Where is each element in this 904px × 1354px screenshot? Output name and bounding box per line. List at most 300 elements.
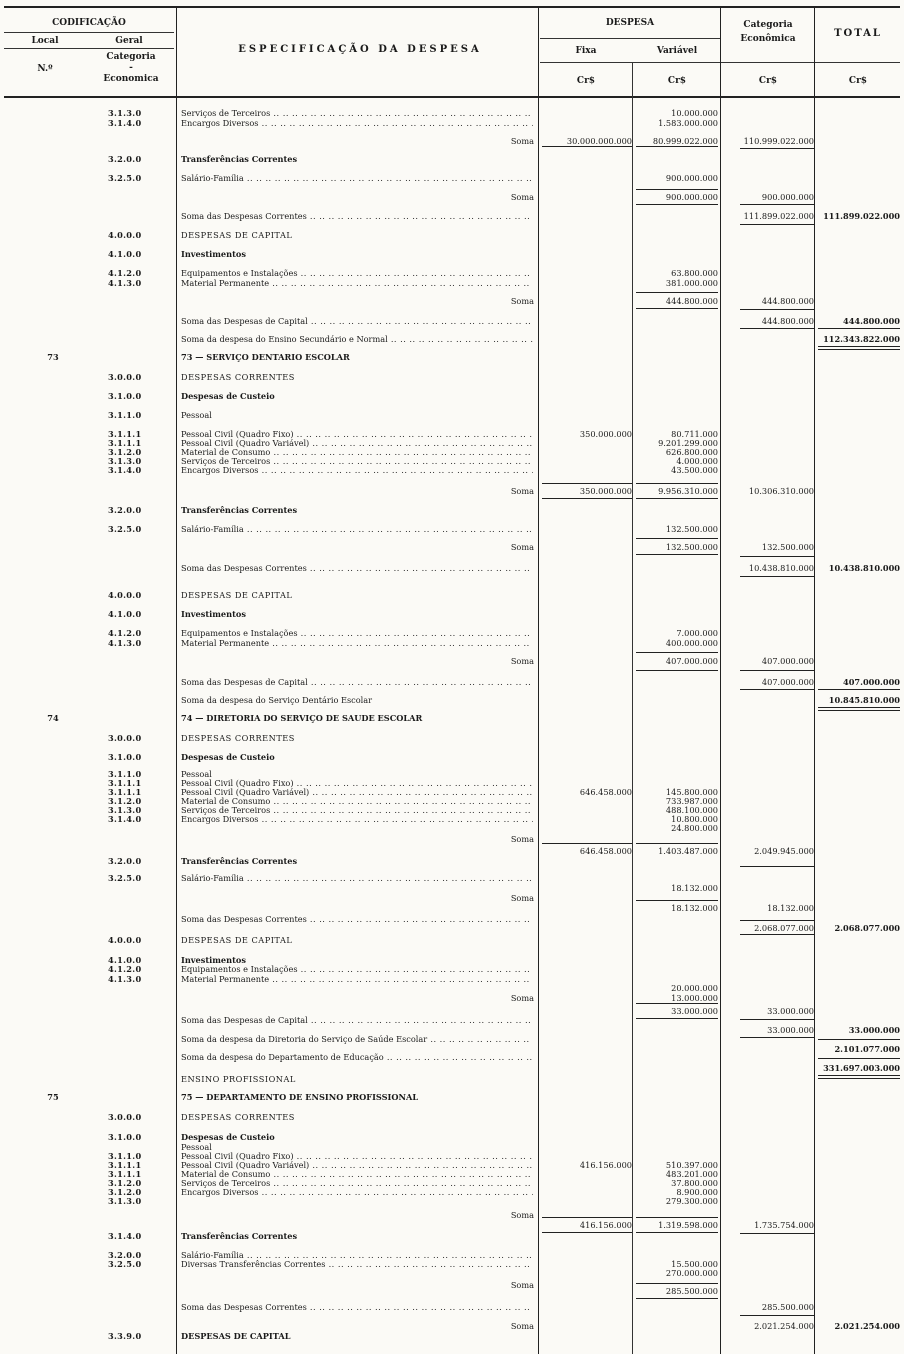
table-row: [0, 211, 904, 221]
economic-category-code: 3.1.4.0: [108, 118, 142, 128]
expense-description: 73 — SERVIÇO DENTARIO ESCOLAR: [181, 352, 350, 362]
table-row: [0, 352, 904, 362]
fixed-expense-value: 416.156.000: [579, 1160, 632, 1170]
table-row: [0, 923, 904, 933]
variable-expense-value: 285.500.000: [665, 1286, 718, 1296]
total-value: 2.021.254.000: [834, 1321, 900, 1331]
local-number: 74: [47, 713, 59, 723]
expense-description: Soma das Despesas Correntes .. ..: [181, 914, 533, 924]
rule: [740, 328, 814, 329]
expense-description: Soma da despesa do Serviço Dentário Escolar: [181, 695, 373, 705]
expense-description: Soma da despesa do Departamento de Educação .. ..: [181, 1052, 533, 1062]
rule: [740, 920, 814, 921]
variable-expense-value: 18.132.000: [671, 903, 718, 913]
variable-expense-value: 733.987.000: [665, 796, 718, 806]
header-cr-variavel: Cr$: [667, 76, 687, 86]
fixed-expense-value: 350.000.000: [579, 486, 632, 496]
local-number: 75: [47, 1092, 59, 1102]
expense-description: Pessoal Civil (Quadro Fixo) .. ..: [181, 429, 533, 439]
economic-category-code: 3.0.0.0: [108, 733, 142, 743]
economic-category-code: 4.1.0.0: [108, 249, 142, 259]
economic-category-value: 1.735.754.000: [754, 1220, 814, 1230]
table-row: [0, 856, 904, 866]
header-rule-despesa: [540, 38, 720, 39]
rule: [636, 1232, 718, 1233]
expense-description: Despesas de Custeio: [181, 752, 275, 762]
rule: [636, 498, 718, 499]
economic-category-value: 2.068.077.000: [754, 923, 814, 933]
total-value: 2.101.077.000: [834, 1044, 900, 1054]
header-especificacao: ESPECIFICAÇÃO DA DESPESA: [238, 44, 482, 55]
table-row: [0, 1092, 904, 1102]
expense-description: Investimentos: [181, 955, 246, 965]
table-row: [0, 136, 904, 146]
expense-description: Soma da despesa da Diretoria do Serviço de Saúde Escolar .. ..: [181, 1034, 533, 1044]
expense-description: Pessoal Civil (Quadro Variável) .. ..: [181, 438, 533, 448]
table-row: [0, 316, 904, 326]
rule: [636, 483, 718, 484]
table-row: [0, 609, 904, 619]
rule: [636, 1018, 718, 1019]
economic-category-code: 3.1.2.0: [108, 447, 142, 457]
economic-category-code: 3.1.1.0: [108, 1151, 142, 1161]
expense-description: Salário-Família .. ..: [181, 873, 533, 883]
variable-expense-value: 7.000.000: [676, 628, 718, 638]
rule: [636, 900, 718, 901]
economic-category-value: 33.000.000: [767, 1006, 814, 1016]
expense-description: Pessoal: [181, 1142, 212, 1152]
variable-expense-value: 381.000.000: [665, 278, 718, 288]
economic-category-code: 3.2.0.0: [108, 505, 142, 515]
expense-description: Serviços de Terceiros .. ..: [181, 108, 533, 118]
expense-description: Investimentos: [181, 609, 246, 619]
variable-expense-value: 18.132.000: [671, 883, 718, 893]
variable-expense-value: 444.800.000: [665, 296, 718, 306]
header-cr-econ: Cr$: [758, 76, 778, 86]
total-value: 444.800.000: [843, 316, 900, 326]
rule: [636, 652, 718, 653]
table-row: [0, 1302, 904, 1312]
variable-expense-value: 63.800.000: [671, 268, 718, 278]
expense-description: Encargos Diversos .. ..: [181, 465, 533, 475]
table-row: [0, 834, 904, 844]
table-row: [0, 1015, 904, 1025]
expense-description: Encargos Diversos .. ..: [181, 1187, 533, 1197]
expense-description: Transferências Correntes: [181, 856, 298, 866]
fixed-expense-value: 646.458.000: [579, 846, 632, 856]
table-row: [0, 677, 904, 687]
variable-expense-value: 488.100.000: [665, 805, 718, 815]
economic-category-code: 4.0.0.0: [108, 935, 142, 945]
rule: [636, 146, 718, 147]
variable-expense-value: 8.900.000: [676, 1187, 718, 1197]
table-row: [0, 1196, 904, 1206]
expense-description: Diversas Transferências Correntes .. ..: [181, 1259, 533, 1269]
variable-expense-value: 24.800.000: [671, 823, 718, 833]
table-row: [0, 173, 904, 183]
economic-category-code: 3.3.9.0: [108, 1331, 142, 1341]
economic-category-code: 3.0.0.0: [108, 1112, 142, 1122]
soma-label: Soma: [510, 136, 534, 146]
soma-label: Soma: [510, 893, 534, 903]
expense-description: Material Permanente .. ..: [181, 974, 533, 984]
economic-category-code: 4.1.2.0: [108, 268, 142, 278]
double-rule: [818, 346, 900, 350]
economic-category-value: 444.800.000: [761, 316, 814, 326]
economic-category-code: 3.1.3.0: [108, 805, 142, 815]
total-value: 112.343.822.000: [823, 334, 900, 344]
variable-expense-value: 33.000.000: [671, 1006, 718, 1016]
rule: [542, 146, 632, 147]
expense-description: Material Permanente .. ..: [181, 278, 533, 288]
table-row: [0, 993, 904, 1003]
table-row: [0, 192, 904, 202]
soma-label: Soma: [510, 1321, 534, 1331]
table-row: [0, 713, 904, 723]
variable-expense-value: 13.000.000: [671, 993, 718, 1003]
economic-category-code: 3.1.4.0: [108, 465, 142, 475]
header-cr-total: Cr$: [848, 76, 868, 86]
rule: [740, 576, 814, 577]
expense-description: Material de Consumo .. ..: [181, 1169, 533, 1179]
table-row: [0, 1321, 904, 1331]
economic-category-code: 4.1.3.0: [108, 278, 142, 288]
variable-expense-value: 43.500.000: [671, 465, 718, 475]
total-value: 111.899.022.000: [823, 211, 900, 221]
variable-expense-value: 145.800.000: [665, 787, 718, 797]
economic-category-code: 3.1.1.1: [108, 438, 142, 448]
table-row: [0, 296, 904, 306]
expense-description: Encargos Diversos .. ..: [181, 814, 533, 824]
variable-expense-value: 10.000.000: [671, 108, 718, 118]
variable-expense-value: 9.956.310.000: [658, 486, 718, 496]
expense-description: Soma das Despesas Correntes .. ..: [181, 563, 533, 573]
economic-category-code: 3.1.2.0: [108, 796, 142, 806]
soma-label: Soma: [510, 192, 534, 202]
economic-category-code: 3.1.3.0: [108, 1196, 142, 1206]
variable-expense-value: 37.800.000: [671, 1178, 718, 1188]
table-row: [0, 628, 904, 638]
fixed-expense-value: 646.458.000: [579, 787, 632, 797]
rule: [636, 189, 718, 190]
expense-description: DESPESAS CORRENTES: [181, 372, 295, 382]
economic-category-code: 3.2.0.0: [108, 856, 142, 866]
rule: [636, 1217, 718, 1218]
fixed-expense-value: 350.000.000: [579, 429, 632, 439]
rule: [740, 866, 814, 867]
economic-category-code: 3.1.3.0: [108, 456, 142, 466]
variable-expense-value: 4.000.000: [676, 456, 718, 466]
table-row: [0, 733, 904, 743]
table-row: [0, 108, 904, 118]
table-row: [0, 935, 904, 945]
economic-category-value: 407.000.000: [761, 677, 814, 687]
rule: [740, 224, 814, 225]
economic-category-code: 3.1.1.1: [108, 1169, 142, 1179]
economic-category-code: 3.1.1.1: [108, 787, 142, 797]
expense-description: Pessoal Civil (Quadro Variável) .. ..: [181, 1160, 533, 1170]
table-row: [0, 154, 904, 164]
rule: [636, 538, 718, 539]
rule: [542, 843, 632, 844]
economic-category-value: 444.800.000: [761, 296, 814, 306]
header-categoria-econ-col: Categoria Econômica: [740, 20, 796, 44]
header-rule-econ: [720, 62, 900, 63]
expense-description: Soma das Despesas Correntes .. ..: [181, 1302, 533, 1312]
rule: [636, 292, 718, 293]
economic-category-value: 285.500.000: [761, 1302, 814, 1312]
header-variavel: Variável: [656, 46, 698, 56]
header-categoria-economica: Categoria - Economica: [103, 52, 159, 84]
table-row: [0, 465, 904, 475]
total-value: 2.068.077.000: [834, 923, 900, 933]
economic-category-code: 3.1.0.0: [108, 391, 142, 401]
expense-description: Encargos Diversos .. ..: [181, 118, 533, 128]
double-rule: [818, 1075, 900, 1079]
expense-description: Transferências Correntes: [181, 505, 298, 515]
rule: [818, 1039, 900, 1040]
expense-description: Salário-Família .. ..: [181, 1250, 533, 1260]
expense-description: Salário-Família .. ..: [181, 524, 533, 534]
expense-description: DESPESAS CORRENTES: [181, 733, 295, 743]
table-row: [0, 249, 904, 259]
soma-label: Soma: [510, 296, 534, 306]
expense-description: Soma das Despesas de Capital .. ..: [181, 677, 533, 687]
variable-expense-value: 9.201.299.000: [658, 438, 718, 448]
economic-category-value: 33.000.000: [767, 1025, 814, 1035]
table-row: [0, 695, 904, 705]
total-value: 10.845.810.000: [828, 695, 900, 705]
economic-category-value: 110.999.022.000: [743, 136, 814, 146]
table-row: [0, 903, 904, 913]
soma-label: Soma: [510, 656, 534, 666]
header-bottom-rule: [4, 96, 900, 98]
table-row: [0, 983, 904, 993]
rule: [740, 148, 814, 149]
rule: [636, 1298, 718, 1299]
economic-category-value: 18.132.000: [767, 903, 814, 913]
expense-description: Salário-Família .. ..: [181, 173, 533, 183]
expense-description: Investimentos: [181, 249, 246, 259]
expense-description: 75 — DEPARTAMENTO DE ENSINO PROFISSIONAL: [181, 1092, 419, 1102]
expense-description: ENSINO PROFISSIONAL: [181, 1074, 296, 1084]
rule: [740, 309, 814, 310]
expense-description: Despesas de Custeio: [181, 1132, 275, 1142]
variable-expense-value: 10.800.000: [671, 814, 718, 824]
economic-category-code: 3.1.1.0: [108, 410, 142, 420]
expense-description: Serviços de Terceiros .. ..: [181, 1178, 533, 1188]
variable-expense-value: 1.583.000.000: [658, 118, 718, 128]
economic-category-code: 3.1.4.0: [108, 1231, 142, 1241]
table-row: [0, 883, 904, 893]
rule: [740, 1233, 814, 1234]
rule: [636, 670, 718, 671]
rule: [542, 1217, 632, 1218]
local-number: 73: [47, 352, 59, 362]
table-row: [0, 1132, 904, 1142]
table-row: [0, 486, 904, 496]
expense-description: Equipamentos e Instalações .. ..: [181, 964, 533, 974]
rule: [818, 689, 900, 690]
expense-description: DESPESAS DE CAPITAL: [181, 590, 293, 600]
economic-category-code: 3.2.0.0: [108, 154, 142, 164]
variable-expense-value: 270.000.000: [665, 1268, 718, 1278]
rule: [636, 204, 718, 205]
expense-description: Material Permanente .. ..: [181, 638, 533, 648]
table-row: [0, 1268, 904, 1278]
header-cr-fixa: Cr$: [576, 76, 596, 86]
economic-category-code: 3.1.1.1: [108, 1160, 142, 1170]
variable-expense-value: 1.403.487.000: [658, 846, 718, 856]
fixed-expense-value: 30.000.000.000: [566, 136, 632, 146]
economic-category-code: 3.0.0.0: [108, 372, 142, 382]
table-row: [0, 278, 904, 288]
expense-description: Equipamentos e Instalações .. ..: [181, 628, 533, 638]
table-row: [0, 873, 904, 883]
expense-description: DESPESAS DE CAPITAL: [181, 230, 293, 240]
table-row: [0, 1063, 904, 1073]
economic-category-code: 3.2.5.0: [108, 173, 142, 183]
rule: [740, 934, 814, 935]
table-row: [0, 656, 904, 666]
header-no: N.º: [37, 64, 53, 74]
rule: [740, 689, 814, 690]
table-row: [0, 1210, 904, 1220]
table-row: [0, 1331, 904, 1341]
expense-description: Pessoal Civil (Quadro Variável) .. ..: [181, 787, 533, 797]
rule: [542, 1232, 632, 1233]
header-rule-2: [4, 48, 174, 49]
header-rule-1: [4, 32, 174, 33]
expense-description: Pessoal: [181, 410, 212, 420]
rule: [636, 1283, 718, 1284]
economic-category-value: 10.306.310.000: [748, 486, 814, 496]
rule: [818, 1058, 900, 1059]
rule: [542, 483, 632, 484]
economic-category-code: 3.2.5.0: [108, 1259, 142, 1269]
rule: [636, 1003, 718, 1004]
total-value: 33.000.000: [848, 1025, 900, 1035]
economic-category-code: 3.2.5.0: [108, 873, 142, 883]
soma-label: Soma: [510, 1210, 534, 1220]
economic-category-code: 3.1.2.0: [108, 1178, 142, 1188]
economic-category-value: 111.899.022.000: [743, 211, 814, 221]
economic-category-value: 407.000.000: [761, 656, 814, 666]
table-row: [0, 391, 904, 401]
expense-description: DESPESAS DE CAPITAL: [181, 935, 293, 945]
economic-category-code: 3.1.3.0: [108, 108, 142, 118]
economic-category-value: 2.021.254.000: [754, 1321, 814, 1331]
table-row: [0, 964, 904, 974]
table-row: [0, 372, 904, 382]
expense-description: Material de Consumo .. ..: [181, 447, 533, 457]
header-codificacao: CODIFICAÇÃO: [52, 18, 126, 28]
rule: [740, 204, 814, 205]
expense-description: Despesas de Custeio: [181, 391, 275, 401]
expense-description: Pessoal Civil (Quadro Fixo) .. ..: [181, 778, 533, 788]
table-row: [0, 230, 904, 240]
rule: [740, 1037, 814, 1038]
header-fixa: Fixa: [575, 46, 597, 56]
table-row: [0, 1220, 904, 1230]
total-value: 10.438.810.000: [828, 563, 900, 573]
economic-category-code: 3.2.5.0: [108, 524, 142, 534]
variable-expense-value: 80.711.000: [671, 429, 718, 439]
economic-category-code: 4.1.0.0: [108, 609, 142, 619]
table-row: [0, 563, 904, 573]
expense-description: Soma das Despesas Correntes .. ..: [181, 211, 533, 221]
rule: [740, 1315, 814, 1316]
double-rule: [818, 707, 900, 711]
economic-category-code: 3.2.0.0: [108, 1250, 142, 1260]
variable-expense-value: 900.000.000: [665, 192, 718, 202]
economic-category-value: 132.500.000: [761, 542, 814, 552]
expense-description: Soma da despesa do Ensino Secundário e Normal .. ..: [181, 334, 533, 344]
economic-category-value: 10.438.810.000: [748, 563, 814, 573]
table-row: [0, 846, 904, 856]
total-value: 407.000.000: [843, 677, 900, 687]
rule: [740, 670, 814, 671]
rule: [636, 843, 718, 844]
table-row: [0, 752, 904, 762]
top-rule: [4, 6, 900, 8]
table-row: [0, 1286, 904, 1296]
table-row: [0, 823, 904, 833]
variable-expense-value: 407.000.000: [665, 656, 718, 666]
fixed-expense-value: 416.156.000: [579, 1220, 632, 1230]
economic-category-code: 4.1.0.0: [108, 955, 142, 965]
table-row: [0, 1034, 904, 1044]
variable-expense-value: 80.999.022.000: [652, 136, 718, 146]
table-row: [0, 505, 904, 515]
table-row: [0, 1052, 904, 1062]
variable-expense-value: 900.000.000: [665, 173, 718, 183]
table-row: [0, 638, 904, 648]
economic-category-code: 4.1.2.0: [108, 964, 142, 974]
soma-label: Soma: [510, 1280, 534, 1290]
table-row: [0, 893, 904, 903]
expense-description: Transferências Correntes: [181, 154, 298, 164]
economic-category-code: 4.1.3.0: [108, 974, 142, 984]
economic-category-code: 3.1.1.1: [108, 778, 142, 788]
expense-description: Serviços de Terceiros .. ..: [181, 456, 533, 466]
economic-category-code: 4.0.0.0: [108, 590, 142, 600]
economic-category-code: 4.1.2.0: [108, 628, 142, 638]
header-despesa: DESPESA: [605, 18, 655, 28]
economic-category-code: 4.0.0.0: [108, 230, 142, 240]
soma-label: Soma: [510, 834, 534, 844]
expense-description: Transferências Correntes: [181, 1231, 298, 1241]
economic-category-code: 3.1.0.0: [108, 752, 142, 762]
rule: [636, 308, 718, 309]
variable-expense-value: 132.500.000: [665, 524, 718, 534]
expense-description: Material de Consumo .. ..: [181, 796, 533, 806]
expense-description: DESPESAS DE CAPITAL: [181, 1331, 291, 1341]
variable-expense-value: 400.000.000: [665, 638, 718, 648]
expense-description: Pessoal Civil (Quadro Fixo) .. ..: [181, 1151, 533, 1161]
rule: [740, 1019, 814, 1020]
table-row: [0, 334, 904, 344]
economic-category-code: 4.1.3.0: [108, 638, 142, 648]
expense-description: 74 — DIRETORIA DO SERVIÇO DE SAUDE ESCOLAR: [181, 713, 423, 723]
economic-category-code: 3.1.4.0: [108, 814, 142, 824]
table-row: [0, 410, 904, 420]
soma-label: Soma: [510, 542, 534, 552]
table-row: [0, 524, 904, 534]
variable-expense-value: 483.201.000: [665, 1169, 718, 1179]
economic-category-code: 3.1.2.0: [108, 1187, 142, 1197]
expense-description: Soma das Despesas de Capital .. ..: [181, 316, 533, 326]
